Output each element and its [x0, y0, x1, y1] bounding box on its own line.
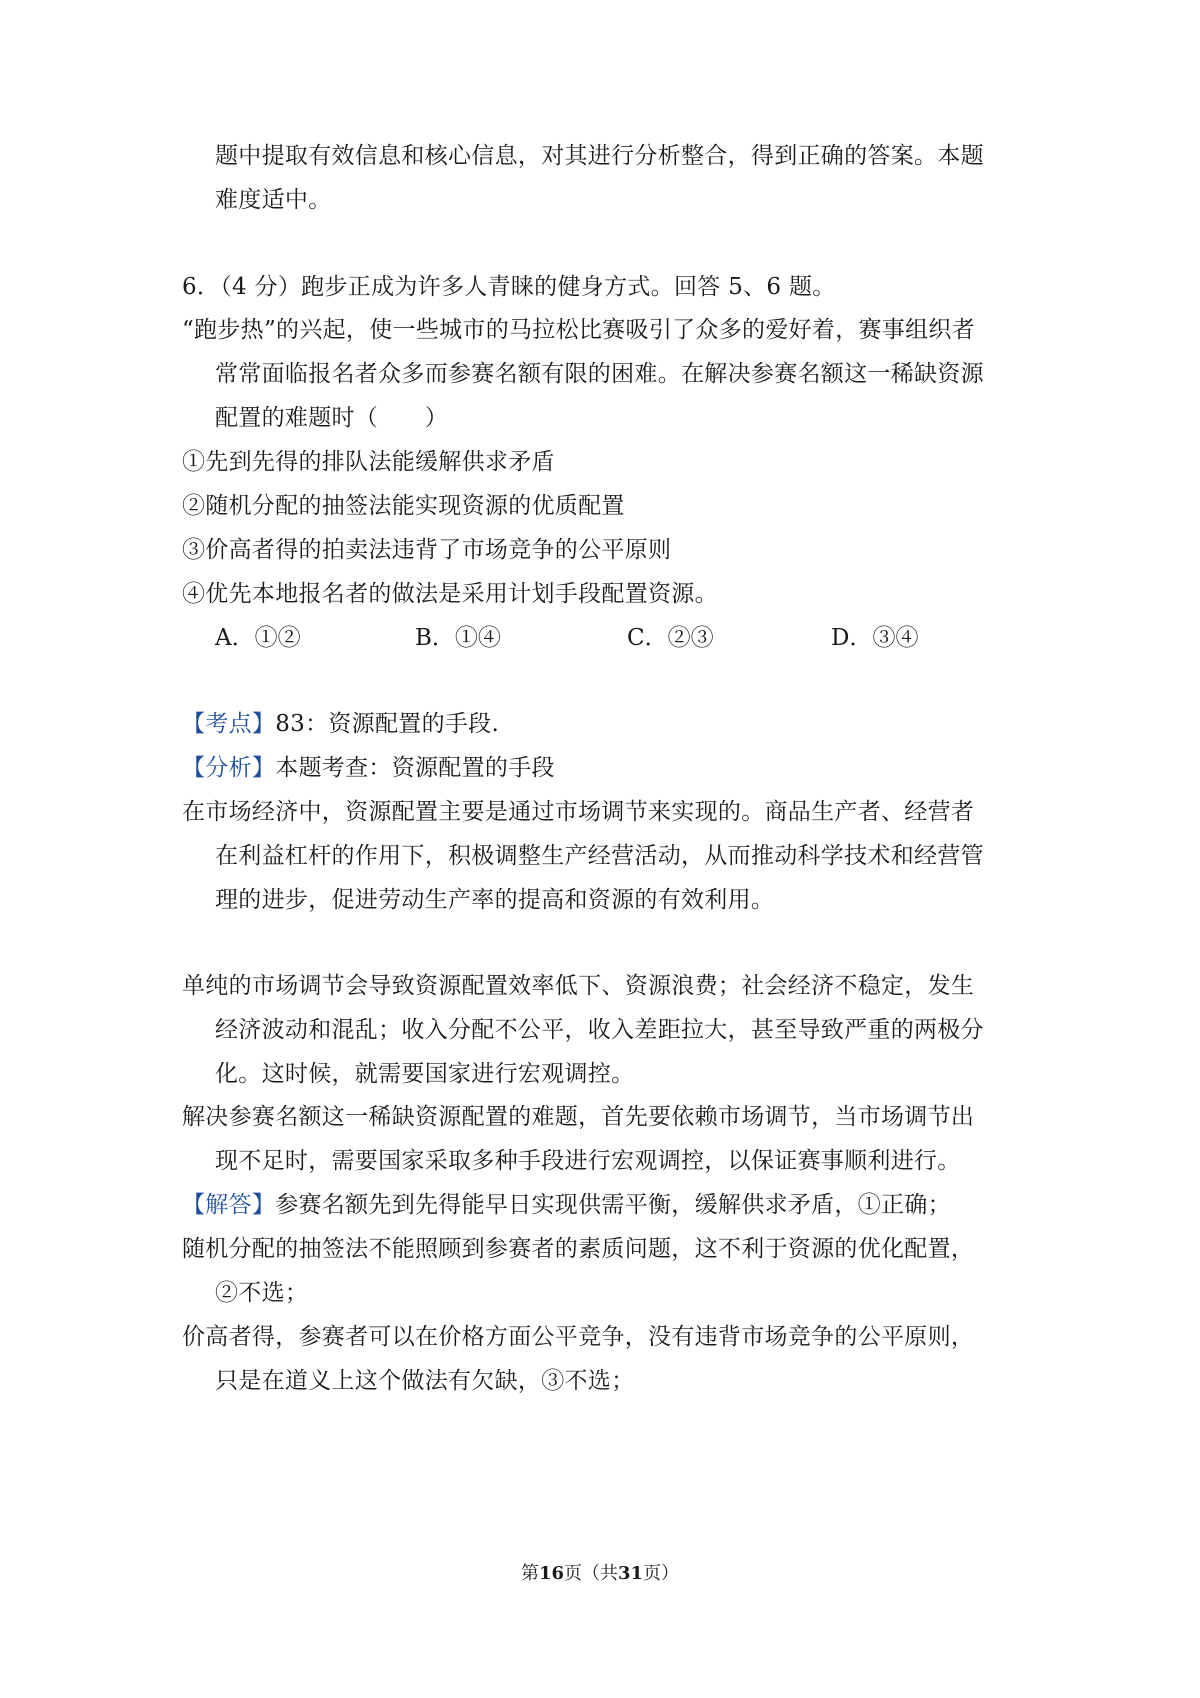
footer-suffix: 页）	[643, 1563, 680, 1584]
fenxi-p2-line-3: 化。这时候，就需要国家进行宏观调控。	[215, 1061, 635, 1087]
question-stem: 6．（4 分）跑步正成为许多人青睐的健身方式。回答 5、6 题。	[182, 274, 836, 300]
fenxi-p2-line-1: 单纯的市场调节会导致资源配置效率低下、资源浪费；社会经济不稳定，发生	[182, 973, 975, 999]
kaodian-text: 83：资源配置的手段.	[275, 711, 500, 737]
jieda-p2-line-2: ②不选；	[215, 1280, 309, 1306]
jieda-p2-line-1: 随机分配的抽签法不能照顾到参赛者的素质问题，这不利于资源的优化配置，	[182, 1236, 975, 1262]
question-body-line-3: 配置的难题时（ ）	[215, 405, 448, 431]
fenxi-p3-line-1: 解决参赛名额这一稀缺资源配置的难题，首先要依赖市场调节，当市场调节出	[182, 1104, 975, 1130]
fenxi-p1-line-2: 在利益杠杆的作用下，积极调整生产经营活动，从而推动科学技术和经营管	[215, 843, 984, 869]
jieda-p3-line-2: 只是在道义上这个做法有欠缺，③不选；	[215, 1368, 635, 1394]
jieda-line	[182, 1189, 951, 1221]
footer-mid: 页（共	[564, 1563, 618, 1584]
fenxi-text: 本题考查：资源配置的手段	[275, 755, 555, 781]
statement-1: ①先到先得的排队法能缓解供求矛盾	[182, 449, 555, 475]
answer-options	[215, 622, 975, 654]
question-body-line-1: “跑步热”的兴起，使一些城市的马拉松比赛吸引了众多的爱好着，赛事组织者	[182, 317, 976, 343]
option-c	[627, 622, 714, 654]
option-d	[831, 622, 918, 654]
statement-4: ④优先本地报名者的做法是采用计划手段配置资源。	[182, 581, 718, 607]
jieda-p3-line-1: 价高者得，参赛者可以在价格方面公平竞争，没有违背市场竞争的公平原则，	[182, 1324, 975, 1350]
intro-line-1: 题中提取有效信息和核心信息，对其进行分析整合，得到正确的答案。本题	[215, 143, 984, 169]
fenxi-p3-line-2: 现不足时，需要国家采取多种手段进行宏观调控，以保证赛事顺利进行。	[215, 1148, 961, 1174]
option-a-value: ①②	[254, 625, 301, 651]
option-b-letter: B．	[415, 625, 455, 651]
jieda-text: 参赛名额先到先得能早日实现供需平衡，缓解供求矛盾，①正确；	[275, 1192, 951, 1218]
intro-line-2: 难度适中。	[215, 187, 332, 213]
statement-2: ②随机分配的抽签法能实现资源的优质配置	[182, 493, 625, 519]
kaodian-tag: 【考点】	[182, 711, 276, 737]
option-b-value: ①④	[454, 625, 501, 651]
footer-total-pages: 31	[618, 1563, 644, 1584]
option-d-value: ③④	[872, 625, 919, 651]
option-c-letter: C．	[627, 625, 668, 651]
option-a	[215, 622, 301, 654]
option-d-letter: D．	[831, 625, 873, 651]
question-body-line-2: 常常面临报名者众多而参赛名额有限的困难。在解决参赛名额这一稀缺资源	[215, 361, 984, 387]
fenxi-line	[182, 752, 555, 784]
page-footer	[0, 1562, 1200, 1586]
option-c-value: ②③	[667, 625, 714, 651]
footer-page-number: 16	[538, 1563, 564, 1584]
fenxi-p1-line-3: 理的进步，促进劳动生产率的提高和资源的有效利用。	[215, 887, 775, 913]
footer-prefix: 第	[520, 1563, 539, 1584]
jieda-tag: 【解答】	[182, 1192, 276, 1218]
fenxi-p1-line-1: 在市场经济中，资源配置主要是通过市场调节来实现的。商品生产者、经营者	[182, 799, 975, 825]
option-b	[415, 622, 501, 654]
fenxi-p2-line-2: 经济波动和混乱；收入分配不公平，收入差距拉大，甚至导致严重的两极分	[215, 1017, 984, 1043]
option-a-letter: A．	[215, 625, 255, 651]
statement-3: ③价高者得的拍卖法违背了市场竞争的公平原则	[182, 537, 672, 563]
fenxi-tag: 【分析】	[182, 755, 276, 781]
kaodian-line	[182, 708, 499, 740]
